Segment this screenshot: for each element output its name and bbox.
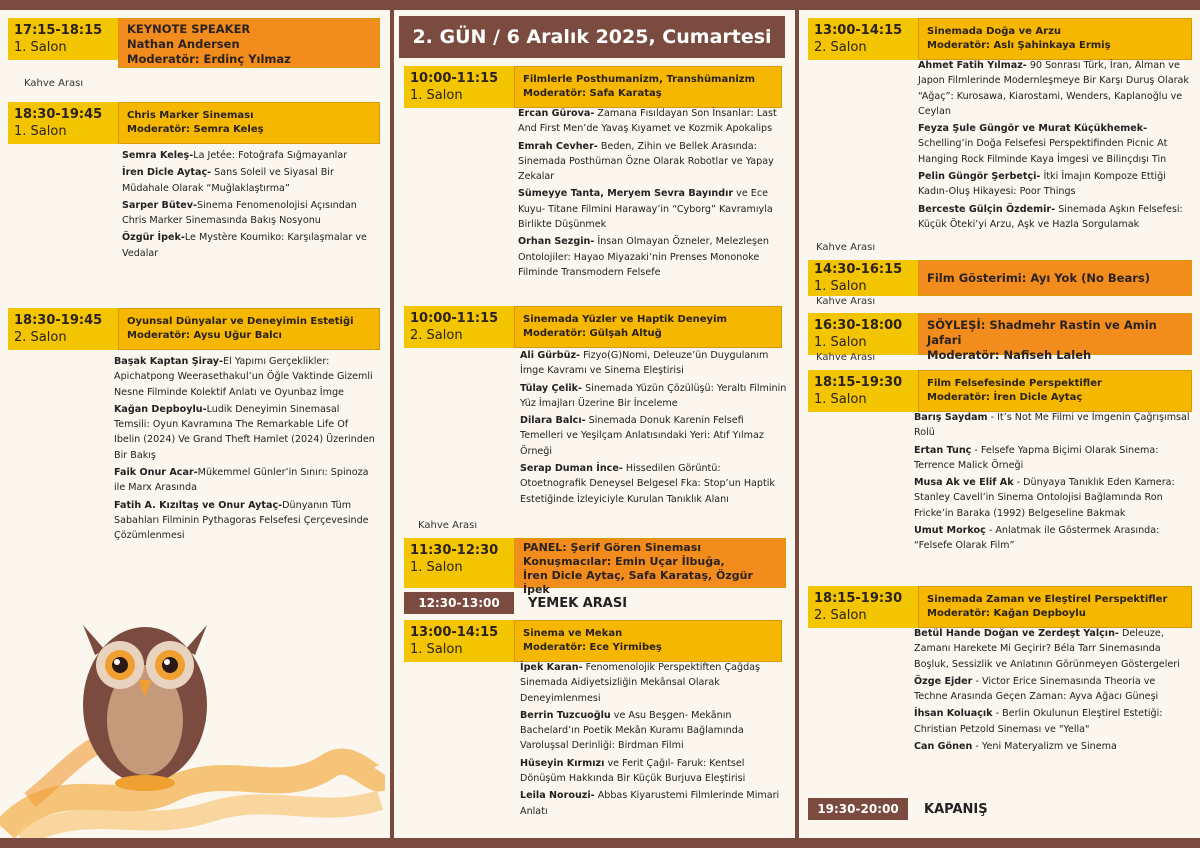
session-room: 2. Salon xyxy=(410,328,463,343)
talk-item: Faik Onur Acar-Mükemmel Günler’in Sınırı: Spinoza ile Marx Arasında xyxy=(114,467,369,494)
coffee-break: Kahve Arası xyxy=(816,352,876,363)
talk-item: Sümeyye Tanta, Meryem Sevra Bayındır ve Ece Kuyu- Titane Filmini Haraway’in “Cyborg” Kavramıyla Birlikte Düşünmek xyxy=(518,188,773,231)
talk-list xyxy=(518,106,788,282)
session-room: 1. Salon xyxy=(814,392,867,407)
session-mekan xyxy=(404,620,782,662)
talk-item: Tülay Çelik- Sinemada Yüzün Çözülüşü: Yeraltı Filminin Yüz İmajları Üzerine Bir İnceleme xyxy=(520,382,787,409)
talk-list xyxy=(914,626,1190,756)
talk-item: İpek Karan- Fenomenolojik Perspektiften Çağdaş Sinemada Aidiyetsizliğin Mekânsal Olarak Deneyimlenmesi xyxy=(520,662,761,704)
coffee-break: Kahve Arası xyxy=(816,242,876,253)
session-room: 1. Salon xyxy=(410,642,463,657)
session-zaman xyxy=(808,586,1192,628)
session-room: 2. Salon xyxy=(814,608,867,623)
session-title: Sinemada Yüzler ve Haptik Deneyim xyxy=(523,314,727,325)
session-moderator: Moderatör: Aysu Uğur Balcı xyxy=(127,330,282,341)
panel-title: PANEL: Şerif Gören Sineması xyxy=(523,541,702,554)
talk-item: Başak Kaptan Şiray-El Yapımı Gerçeklikler: Apichatpong Weerasethakul’un Öğle Vaktinde Gizemli Nesne Filminde Kolektif Anlatı ve Oyunbaz İmge xyxy=(114,356,373,398)
day-header: 2. GÜN / 6 Aralık 2025, Cumartesi xyxy=(399,16,785,58)
talk-item: Özgür İpek-Le Mystère Koumiko: Karşılaşmalar ve Vedalar xyxy=(122,232,367,259)
talk-item: Dilara Balcı- Sinemada Donuk Karenin Felsefi Temelleri ve Yeşilçam Anlatısındaki Yeri: Atıf Yılmaz Örneği xyxy=(520,415,764,457)
talk-item: Hüseyin Kırmızı ve Ferit Çağıl- Faruk: Kentsel Dönüşüm Hakkında Bir Küçük Burjuva Eleştirisi xyxy=(520,757,746,785)
session-time: 10:00-11:15 xyxy=(410,311,499,326)
session-title: Sinemada Zaman ve Eleştirel Perspektifler xyxy=(927,594,1168,605)
session-moderator: Moderatör: İren Dicle Aytaç xyxy=(927,392,1083,403)
session-moderator: Moderatör: Gülşah Altuğ xyxy=(523,328,662,339)
session-room: 1. Salon xyxy=(814,279,867,294)
column-divider-left xyxy=(390,10,394,838)
talk-item: Serap Duman İnce- Hissedilen Görüntü: Otoetnografik Deneysel Belgesel Fka: Stop’un Haptik Estetiğinde İzleyiciyle Kurulan Tanıklık Alanı xyxy=(520,463,775,505)
talk-item: Feyza Şule Güngör ve Murat Küçükhemek- Schelling’in Doğa Felsefesi Perspektifinden Picnic At Hanging Rock Filminde Kaya İmgesi ve Bilinçdışı Tin xyxy=(918,123,1168,165)
session-time: 11:30-12:30 xyxy=(410,543,499,558)
session-time: 18:30-19:45 xyxy=(14,313,103,328)
talk-item: Kağan Depboylu-Ludik Deneyimin Sinemasal Temsili: Oyun Kavramına The Remarkable Life Of Ibelin (2024) Ve Grand Theft Hamlet (2024) Üzerinden Bir Bakış xyxy=(114,403,375,461)
talk-item: Betül Hande Doğan ve Zerdeşt Yalçın- Deleuze, Zamanı Harekete Mi Geçirir? Béla Tarr Sinemasında Boşluk, Sessizlik ve Anlatının Görünmeyen Göstergeleri xyxy=(914,628,1180,670)
session-moderator: Moderatör: Erdinç Yılmaz xyxy=(127,52,291,66)
session-time: 10:00-11:15 xyxy=(410,71,499,86)
keynote-label: KEYNOTE SPEAKER xyxy=(127,22,251,36)
talk-item: Umut Morkoç - Anlatmak ile Göstermek Arasında: “Felsefe Olarak Film” xyxy=(914,525,1160,552)
talk-list xyxy=(520,660,790,821)
session-title: Oyunsal Dünyalar ve Deneyimin Estetiği xyxy=(127,316,354,327)
film-title: Film Gösterimi: Ayı Yok (No Bears) xyxy=(927,271,1150,285)
talk-list xyxy=(918,58,1190,234)
talk-list xyxy=(520,348,788,509)
coffee-break: Kahve Arası xyxy=(24,78,84,89)
session-posthumanizm xyxy=(404,66,782,108)
film-screening xyxy=(808,260,1192,296)
talk-item: Sarper Bütev-Sinema Fenomenolojisi Açısından Chris Marker Sinemasında Bakış Nosyonu xyxy=(122,199,357,227)
owl-icon xyxy=(83,625,207,791)
session-room: 2. Salon xyxy=(14,330,67,345)
session-title: Sinema ve Mekan xyxy=(523,628,623,639)
talk-item: Berceste Gülçin Özdemir- Sinemada Aşkın Felsefesi: Küçük Öteki’yi Arzu, Aşk ve Hazla Sorgulamak xyxy=(918,203,1183,230)
talk-item: Emrah Cevher- Beden, Zihin ve Bellek Arasında: Sinemada Posthüman Özne Olarak Robotlar ve Yapay Zekalar xyxy=(518,140,774,183)
session-time: 17:15-18:15 xyxy=(14,23,103,38)
session-moderator: Moderatör: Kağan Depboylu xyxy=(927,608,1086,619)
panel-speakers: Konuşmacılar: Emin Uçar İlbuğa, xyxy=(523,555,725,568)
talk-item: Orhan Sezgin- İnsan Olmayan Özneler, Melezleşen Ontolojiler: Hayao Miyazaki’nin Prenses Mononoke Filminde Transmodern Felsefe xyxy=(518,236,769,278)
session-time: 13:00-14:15 xyxy=(410,625,499,640)
soylesi-title: SÖYLEŞİ: Shadmehr Rastin ve Amin Jafari xyxy=(927,318,1157,347)
session-doga-arzu xyxy=(808,18,1192,60)
coffee-break: Kahve Arası xyxy=(418,520,478,531)
session-moderator: Moderatör: Ece Yirmibeş xyxy=(523,642,662,653)
panel-speakers-cont: İren Dicle Aytaç, Safa Karataş, Özgür İpek xyxy=(523,569,753,596)
talk-item: Ercan Gürova- Zamana Fısıldayan Son İnsanlar: Last And First Men’de Yavaş Kıyamet ve Kozmik Apokalips xyxy=(518,108,777,135)
talk-item: İhsan Koluaçık - Berlin Okulunun Eleştirel Estetiği: Christian Petzold Sineması ve "Yella" xyxy=(914,708,1163,735)
column-divider-right xyxy=(795,10,799,838)
lunch-time: 12:30-13:00 xyxy=(404,592,514,614)
talk-item: Ali Gürbüz- Fizyo(G)Nomi, Deleuze’ün Duygulanım İmge Kavramı ve Sinema Eleştirisi xyxy=(520,350,769,377)
talk-list xyxy=(114,354,376,546)
session-room: 1. Salon xyxy=(410,560,463,575)
talk-item: Barış Saydam - It’s Not Me Filmi ve İmgenin Çağrışımsal Rolü xyxy=(914,412,1190,439)
closing-time: 19:30-20:00 xyxy=(808,798,908,820)
talk-item: Musa Ak ve Elif Ak - Dünyaya Tanıklık Eden Kamera: Stanley Cavell’in Sinema Ontolojisi Bağlamında Ron Fricke’in Baraka (1992) Belgeseline Bakmak xyxy=(914,477,1175,519)
session-room: 1. Salon xyxy=(14,124,67,139)
session-moderator: Moderatör: Semra Keleş xyxy=(127,124,264,135)
talk-item: Pelin Güngör Şerbetçi- İtki İmajın Kompoze Ettiği Kadın-Oluş Hikayesi: Poor Things xyxy=(918,171,1166,198)
session-moderator: Moderatör: Safa Karataş xyxy=(523,88,662,99)
session-yuzler xyxy=(404,306,782,348)
session-room: 1. Salon xyxy=(14,40,67,55)
session-time: 16:30-18:00 xyxy=(814,318,903,333)
coffee-break: Kahve Arası xyxy=(816,296,876,307)
talk-item: Özge Ejder - Victor Erice Sinemasında Theoria ve Techne Arasında Geçen Zaman: Ayva Ağacı Güneşi xyxy=(914,675,1159,703)
session-moderator: Moderatör: Nafiseh Laleh xyxy=(927,348,1092,362)
talk-item: Ahmet Fatih Yılmaz- 90 Sonrası Türk, İran, Alman ve Japon Filmlerinde Modernleşmeye Bir Karşı Duruş Olarak “Ağaç”: Kurosawa, Kiarostami, Wenders, Kaplanoğlu ve Ceylan xyxy=(918,60,1189,117)
session-time: 14:30-16:15 xyxy=(814,262,903,277)
lunch-label: YEMEK ARASI xyxy=(528,596,628,611)
session-moderator: Moderatör: Aslı Şahinkaya Ermiş xyxy=(927,40,1111,51)
session-title: Chris Marker Sineması xyxy=(127,110,254,121)
session-time: 18:30-19:45 xyxy=(14,107,103,122)
talk-list xyxy=(914,410,1190,556)
owl-illustration xyxy=(0,600,385,838)
talk-list xyxy=(122,148,374,263)
talk-item: Leila Norouzi- Abbas Kiyarustemi Filmlerinde Mimari Anlatı xyxy=(520,790,780,817)
session-room: 1. Salon xyxy=(410,88,463,103)
talk-item: Ertan Tunç - Felsefe Yapma Biçimi Olarak Sinema: Terrence Malick Örneği xyxy=(914,444,1159,471)
session-film-felsefesi xyxy=(808,370,1192,412)
session-oyunsal xyxy=(8,308,380,350)
session-time: 18:15-19:30 xyxy=(814,591,903,606)
session-title: Sinemada Doğa ve Arzu xyxy=(927,26,1062,37)
bottom-border xyxy=(0,838,1200,848)
session-title: Filmlerle Posthumanizm, Transhümanizm xyxy=(523,74,756,85)
closing-label: KAPANIŞ xyxy=(924,802,988,817)
keynote-session xyxy=(8,18,380,66)
session-title: Film Felsefesinde Perspektifler xyxy=(927,378,1102,389)
talk-item: Semra Keleş-La Jetée: Fotoğrafa Sığmayanlar xyxy=(122,150,348,161)
talk-item: Fatih A. Kızıltaş ve Onur Aytaç-Dünyanın Tüm Sabahları Filminin Pythagoras Felsefesi Çerçevesinde Çözümlenmesi xyxy=(114,499,369,542)
talk-item: İren Dicle Aytaç- Sans Soleil ve Siyasal Bir Müdahale Olarak “Muğlaklaştırma” xyxy=(122,167,334,194)
talk-item: Can Gönen - Yeni Materyalizm ve Sinema xyxy=(914,741,1117,753)
session-time: 13:00-14:15 xyxy=(814,23,903,38)
session-chris-marker xyxy=(8,102,380,144)
top-border xyxy=(0,0,1200,10)
panel-session xyxy=(404,538,786,596)
session-room: 1. Salon xyxy=(814,335,867,350)
session-room: 2. Salon xyxy=(814,40,867,55)
talk-item: Berrin Tuzcuoğlu ve Asu Beşgen- Mekânın Bachelard’ın Poetik Mekân Kuramı Bağlamında Varoluşsal Derinliği: Birdman Filmi xyxy=(520,709,744,752)
session-time: 18:15-19:30 xyxy=(814,375,903,390)
keynote-speaker: Nathan Andersen xyxy=(127,37,240,51)
